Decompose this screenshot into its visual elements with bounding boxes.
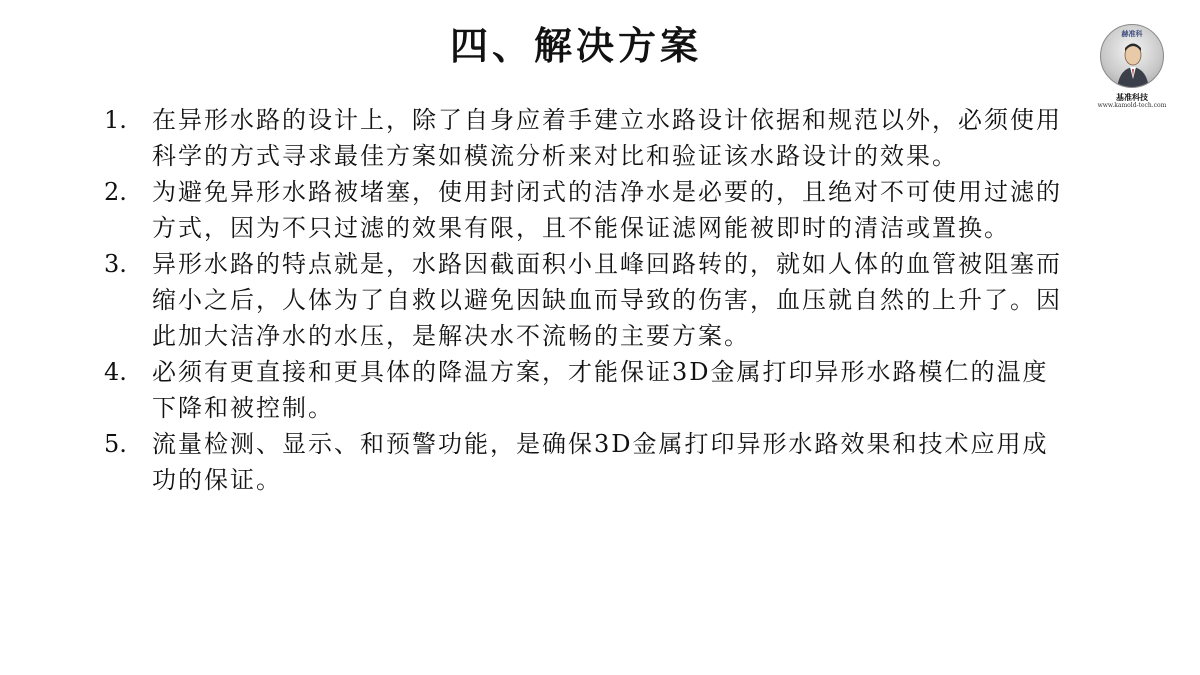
logo-website-url: www.kamold-tech.com [1097, 102, 1167, 109]
logo-badge [1100, 24, 1164, 88]
logo-company-name: 基准科技 [1116, 92, 1148, 102]
item-text: 异形水路的特点就是，水路因截面积小且峰回路转的，就如人体的血管被阻塞而缩小之后，人体为了自救以避免因缺血而导致的伤害，血压就自然的上升了。因此加大洁净水的水压，是解决水不流畅的主要方案。 [152, 250, 1062, 350]
list-item [104, 354, 1074, 426]
list-item [104, 174, 1074, 246]
list-item [104, 246, 1074, 354]
item-number: 5. [104, 430, 127, 458]
item-number: 4. [104, 358, 127, 386]
presenter-portrait-icon [1113, 39, 1153, 88]
item-text: 为避免异形水路被堵塞，使用封闭式的洁净水是必要的，且绝对不可使用过滤的方式，因为不只过滤的效果有限，且不能保证滤网能被即时的清洁或置换。 [152, 178, 1062, 242]
item-text: 在异形水路的设计上，除了自身应着手建立水路设计依据和规范以外，必须使用科学的方式寻求最佳方案如模流分析来对比和验证该水路设计的效果。 [152, 106, 1062, 170]
item-text: 必须有更直接和更具体的降温方案，才能保证3D金属打印异形水路模仁的温度下降和被控制。 [152, 358, 1049, 422]
list-item [104, 102, 1074, 174]
slide-title: 四、解决方案 [449, 23, 702, 68]
solution-list [104, 102, 1074, 498]
item-number: 2. [104, 178, 127, 206]
company-logo [1096, 24, 1168, 110]
item-text: 流量检测、显示、和预警功能，是确保3D金属打印异形水路效果和技术应用成功的保证。 [152, 430, 1049, 494]
item-number: 3. [104, 250, 127, 278]
item-number: 1. [104, 106, 127, 134]
logo-badge-text: 赫准科 [1121, 29, 1143, 38]
list-item [104, 426, 1074, 498]
